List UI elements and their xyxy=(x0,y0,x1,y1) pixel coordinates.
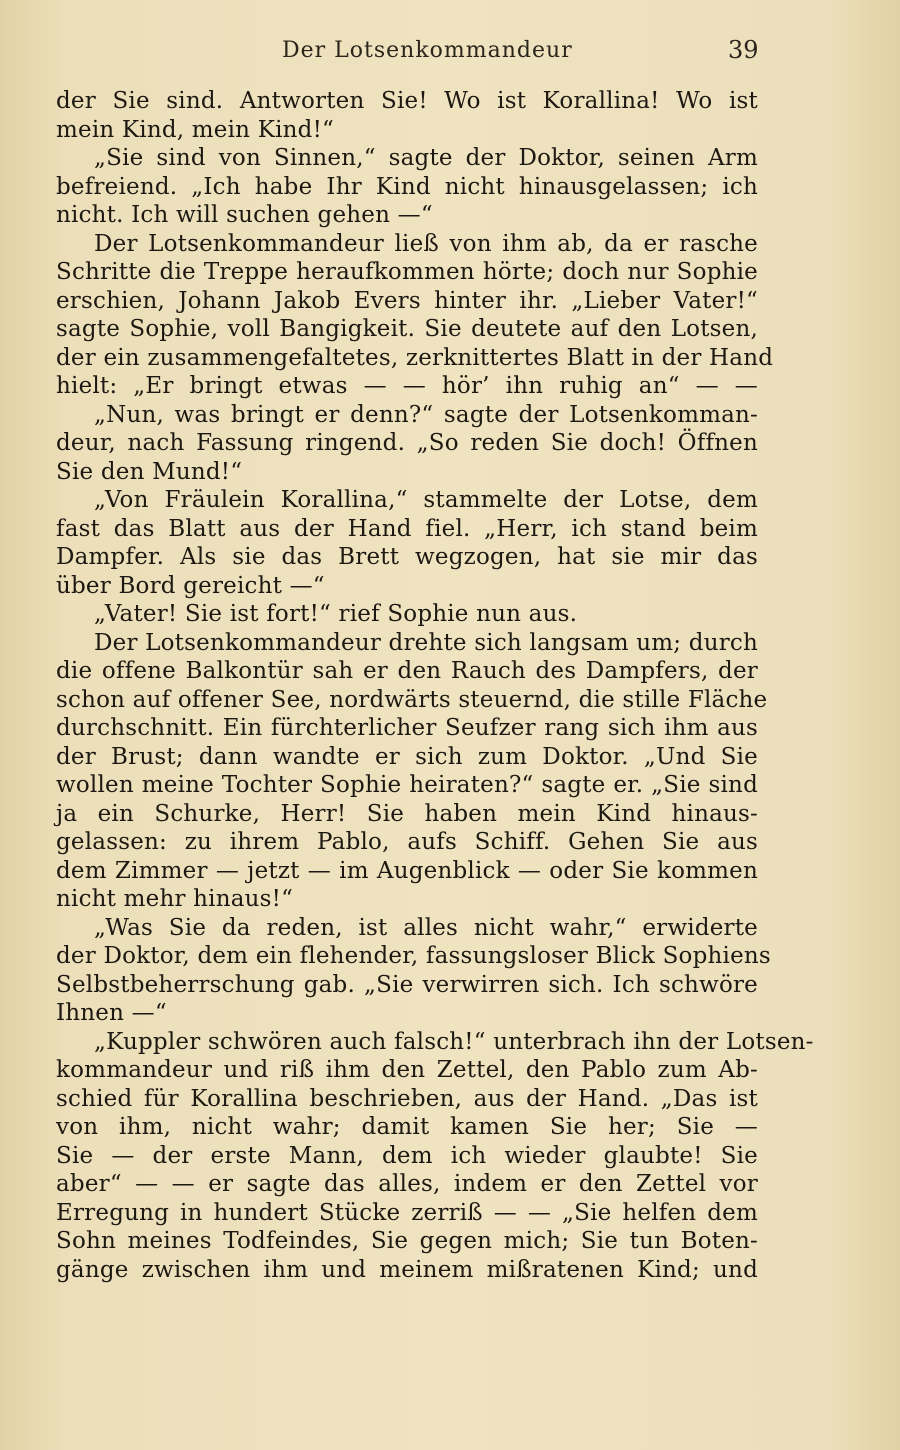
text-line: „Vater! Sie ist fort!“ rief Sophie nun aus. xyxy=(94,601,578,627)
text-line: über Bord gereicht —“ xyxy=(56,572,325,599)
text-line: mein Kind, mein Kind!“ xyxy=(56,116,334,143)
text-line: „Nun, was bringt er denn?“ sagte der Lotsenkomman- xyxy=(94,401,758,428)
text-line: wollen meine Tochter Sophie heiraten?“ sagte er. „Sie sind xyxy=(56,772,758,798)
text-line: gelassen: zu ihrem Pablo, aufs Schiff. Gehen Sie aus xyxy=(56,829,758,855)
text-line: Der Lotsenkommandeur drehte sich langsam um; durch xyxy=(94,629,758,656)
text-line: Ihnen —“ xyxy=(56,1000,167,1026)
text-line: Sie — der erste Mann, dem ich wieder glaubte! Sie xyxy=(56,1142,758,1169)
text-line: durchschnitt. Ein fürchterlicher Seufzer rang sich ihm aus xyxy=(56,715,758,741)
text-line: erschien, Johann Jakob Evers hinter ihr. „Lieber Vater!“ xyxy=(56,287,758,314)
text-line: Schritte die Treppe heraufkommen hörte; doch nur Sophie xyxy=(56,259,758,285)
text-line: „Von Fräulein Korallina,“ stammelte der Lotse, dem xyxy=(94,487,758,513)
text-line: nicht. Ich will suchen gehen —“ xyxy=(56,202,433,228)
text-line: ja ein Schurke, Herr! Sie haben mein Kind hinaus- xyxy=(56,800,758,827)
text-line: deur, nach Fassung ringend. „So reden Sie doch! Öffnen xyxy=(56,430,758,456)
text-line: „Sie sind von Sinnen,“ sagte der Doktor, seinen Arm xyxy=(94,145,758,171)
text-line: kommandeur und riß ihm den Zettel, den Pablo zum Ab- xyxy=(56,1057,758,1083)
text-line: der Doktor, dem ein flehender, fassungsloser Blick Sophiens xyxy=(56,943,771,969)
text-line: Sohn meines Todfeindes, Sie gegen mich; Sie tun Boten- xyxy=(56,1228,758,1254)
text-line: aber“ — — er sagte das alles, indem er den Zettel vor xyxy=(56,1171,758,1197)
text-line: gänge zwischen ihm und meinem mißratenen Kind; und xyxy=(56,1256,758,1283)
running-head: Der Lotsenkommandeur xyxy=(282,38,573,63)
body-text xyxy=(56,87,814,1284)
text-line: Selbstbeherrschung gab. „Sie verwirren sich. Ich schwöre xyxy=(56,971,758,998)
text-line: der Brust; dann wandte er sich zum Doktor. „Und Sie xyxy=(56,743,758,770)
text-line: sagte Sophie, voll Bangigkeit. Sie deutete auf den Lotsen, xyxy=(56,316,758,342)
page-number: 39 xyxy=(728,36,759,64)
text-line: schon auf offener See, nordwärts steuernd, die stille Fläche xyxy=(56,686,768,713)
text-line: der Sie sind. Antworten Sie! Wo ist Korallina! Wo ist xyxy=(56,88,758,114)
text-line: die offene Balkontür sah er den Rauch des Dampfers, der xyxy=(56,658,758,684)
text-line: Dampfer. Als sie das Brett wegzogen, hat sie mir das xyxy=(56,544,758,570)
text-line: schied für Korallina beschrieben, aus der Hand. „Das ist xyxy=(56,1085,758,1112)
text-line: „Was Sie da reden, ist alles nicht wahr,“ erwiderte xyxy=(94,914,758,941)
text-line: nicht mehr hinaus!“ xyxy=(56,886,294,912)
text-line: hielt: „Er bringt etwas — — hör’ ihn ruhig an“ — — xyxy=(56,373,758,399)
text-line: der ein zusammengefaltetes, zerknittertes Blatt in der Hand xyxy=(56,344,774,371)
text-line: Sie den Mund!“ xyxy=(56,458,243,485)
text-line: dem Zimmer — jetzt — im Augenblick — oder Sie kommen xyxy=(56,857,758,884)
text-line: Der Lotsenkommandeur ließ von ihm ab, da er rasche xyxy=(94,230,758,257)
text-line: Erregung in hundert Stücke zerriß — — „Sie helfen dem xyxy=(56,1199,758,1226)
text-line: „Kuppler schwören auch falsch!“ unterbrach ihn der Lotsen- xyxy=(94,1028,814,1055)
text-line: fast das Blatt aus der Hand fiel. „Herr, ich stand beim xyxy=(56,515,758,542)
text-line: befreiend. „Ich habe Ihr Kind nicht hinausgelassen; ich xyxy=(56,173,758,200)
text-line: von ihm, nicht wahr; damit kamen Sie her; Sie — xyxy=(56,1114,758,1140)
